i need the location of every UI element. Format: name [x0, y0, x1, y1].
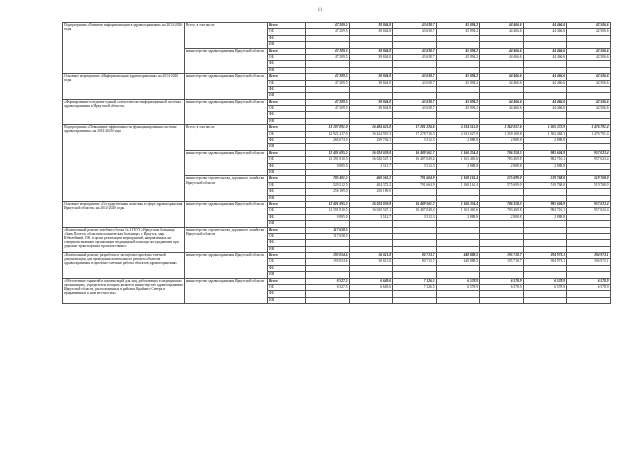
- amount-cell: 448 888.5: [436, 259, 480, 265]
- amount-cell: 16 489 561.7: [393, 201, 437, 207]
- amount-cell: 16 020 547.1: [349, 157, 393, 163]
- amount-cell: 117 658.5: [306, 233, 350, 239]
- amount-cell: 8 527.5: [306, 278, 350, 284]
- funding-source-cell: ОБ: [268, 285, 306, 291]
- amount-cell: 16 024 059.8: [349, 150, 393, 156]
- amount-cell: 3 512.7: [349, 163, 393, 169]
- amount-cell: 2 888.8: [480, 138, 524, 144]
- funding-source-cell: ОБ: [268, 157, 306, 163]
- funding-source-cell: ФБ: [268, 138, 306, 144]
- amount-cell: 519 768.0: [523, 182, 567, 188]
- amount-cell: 195 718.7: [480, 253, 524, 259]
- amount-cell: 42 506.6: [567, 23, 611, 29]
- funding-source-cell: Всего: [268, 201, 306, 207]
- amount-cell: 45 094.2: [436, 106, 480, 112]
- amount-cell: 44 466.6: [480, 29, 524, 35]
- amount-cell: 2 888.8: [480, 214, 524, 220]
- funding-source-cell: ФБ: [268, 35, 306, 41]
- amount-cell: 44 466.6: [523, 29, 567, 35]
- funding-source-cell: Всего: [268, 176, 306, 182]
- amount-cell: 266 074.0: [306, 138, 350, 144]
- amount-cell: 519 768.0: [567, 176, 611, 182]
- program-name-cell: «Капитальный ремонт, разработка и экспертиза проектно-сметной документации для проведения капитального ремонта объектов здравоохранения и проектно-сметные работы объектов здравоохранения»: [63, 253, 185, 279]
- amount-cell: [306, 297, 350, 303]
- amount-cell: 1 362 057.6: [480, 125, 524, 131]
- amount-cell: 259 702.5: [349, 138, 393, 144]
- amount-cell: 42 506.6: [567, 54, 611, 60]
- amount-cell: 460 561.2: [349, 176, 393, 182]
- amount-cell: 12 401 695.5: [306, 201, 350, 207]
- amount-cell: 256 189.0: [306, 189, 350, 195]
- amount-cell: 2 888.8: [436, 163, 480, 169]
- funding-source-cell: Всего: [268, 227, 306, 233]
- amount-cell: 47 209.5: [306, 80, 350, 86]
- amount-cell: 38 844.8: [349, 23, 393, 29]
- amount-cell: 193 054.6: [306, 253, 350, 259]
- amount-cell: 42 506.6: [567, 80, 611, 86]
- funding-source-cell: ИИ: [268, 272, 306, 278]
- amount-cell: 7 126.5: [393, 278, 437, 284]
- funding-source-cell: Всего: [268, 23, 306, 29]
- amount-cell: 7 126.5: [393, 285, 437, 291]
- amount-cell: 982 716.1: [523, 157, 567, 163]
- amount-cell: 45 094.2: [436, 99, 480, 105]
- amount-cell: 44 466.6: [480, 23, 524, 29]
- amount-cell: 6 578.9: [436, 285, 480, 291]
- amount-cell: 47 209.5: [306, 99, 350, 105]
- amount-cell: 1 166 354.4: [436, 150, 480, 156]
- program-name-cell: «Формирование и ведение единой статистическо-информационной системы здравоохранения в Иркутской области»: [63, 99, 185, 125]
- amount-cell: 47 209.5: [306, 23, 350, 29]
- program-name-cell: «Капитальный ремонт лечебного блока № 2 ГБУЗ «Иркутская больница «Знак Почета» областная клиническая больница» г. Иркутск, мкр Юбилейный, 100, в целях реализации мероприятий, направленных на совершенствование организации медицинской помощи пострадавшим при дорожно-транспортных происшествиях»: [63, 227, 185, 253]
- amount-cell: 44 466.6: [523, 74, 567, 80]
- executor-cell: министерство здравоохранения Иркутской области: [185, 278, 268, 304]
- amount-cell: 519 768.0: [523, 176, 567, 182]
- amount-cell: 3 512.7: [349, 214, 393, 220]
- amount-cell: [480, 297, 524, 303]
- funding-source-cell: ИИ: [268, 221, 306, 227]
- funding-source-cell: ОБ: [268, 182, 306, 188]
- executor-cell: министерство здравоохранения Иркутской области: [185, 48, 268, 74]
- amount-cell: 43 638.7: [393, 48, 437, 54]
- amount-cell: 38 844.8: [349, 74, 393, 80]
- amount-cell: 1 476 791.4: [567, 131, 611, 137]
- funding-source-cell: ФБ: [268, 189, 306, 195]
- amount-cell: 6 578.9: [567, 285, 611, 291]
- amount-cell: 45 094.2: [436, 54, 480, 60]
- executor-cell: министерство здравоохранения Иркутской области: [185, 74, 268, 100]
- amount-cell: 43 638.7: [393, 99, 437, 105]
- amount-cell: 80 713.7: [393, 253, 437, 259]
- amount-cell: 195 718.7: [480, 259, 524, 265]
- amount-cell: 45 094.2: [436, 74, 480, 80]
- amount-cell: 575 699.0: [480, 176, 524, 182]
- amount-cell: 47 209.5: [306, 74, 350, 80]
- amount-cell: 1 502 484.1: [523, 131, 567, 137]
- amount-cell: 2 334 515.8: [436, 125, 480, 131]
- amount-cell: 1 163 465.6: [436, 157, 480, 163]
- amount-cell: 42 506.6: [567, 74, 611, 80]
- amount-cell: 783 469.8: [480, 208, 524, 214]
- amount-cell: 44 466.6: [480, 48, 524, 54]
- amount-cell: 2 888.8: [436, 214, 480, 220]
- funding-source-cell: ОБ: [268, 106, 306, 112]
- amount-cell: 256 189.0: [349, 189, 393, 195]
- executor-cell: министерство здравоохранения Иркутской области: [185, 150, 268, 176]
- amount-cell: 12 401 695.5: [306, 150, 350, 156]
- amount-cell: 6 578.9: [523, 278, 567, 284]
- funding-source-cell: Всего: [268, 253, 306, 259]
- amount-cell: 3 512.3: [393, 163, 437, 169]
- amount-cell: 16 020 547.1: [349, 208, 393, 214]
- amount-cell: 2 888.8: [480, 163, 524, 169]
- amount-cell: 42 506.6: [567, 29, 611, 35]
- amount-cell: 56 611.8: [349, 259, 393, 265]
- funding-source-cell: ИИ: [268, 169, 306, 175]
- program-name-cell: Подпрограмма «Развитие информатизации в здравоохранении» на 2014-2020 годы: [63, 23, 185, 74]
- amount-cell: 394 973.1: [523, 253, 567, 259]
- amount-cell: 2 331 627.0: [436, 131, 480, 137]
- funding-source-cell: ИИ: [268, 42, 306, 48]
- amount-cell: 786 358.5: [480, 150, 524, 156]
- amount-cell: 791 664.9: [393, 182, 437, 188]
- amount-cell: 44 466.6: [523, 106, 567, 112]
- amount-cell: 44 466.6: [480, 74, 524, 80]
- amount-cell: 45 094.2: [436, 23, 480, 29]
- amount-cell: 117 658.5: [306, 227, 350, 233]
- amount-cell: 957 023.4: [567, 201, 611, 207]
- funding-source-cell: ОБ: [268, 208, 306, 214]
- executor-cell: министерство здравоохранения Иркутской области: [185, 99, 268, 125]
- funding-source-cell: ИИ: [268, 195, 306, 201]
- amount-cell: 38 844.8: [349, 80, 393, 86]
- program-name-cell: Основное мероприятие «Информатизация здравоохранения» на 2014-2020 годы: [63, 74, 185, 100]
- amount-cell: 45 094.2: [436, 48, 480, 54]
- amount-cell: 2 888.8: [523, 163, 567, 169]
- amount-cell: 448 888.5: [436, 253, 480, 259]
- amount-cell: 575 699.0: [480, 182, 524, 188]
- funding-source-cell: Всего: [268, 48, 306, 54]
- amount-cell: 9 885.0: [306, 214, 350, 220]
- funding-source-cell: ФБ: [268, 265, 306, 271]
- amount-cell: 404 372.2: [349, 182, 393, 188]
- amount-cell: [349, 297, 393, 303]
- executor-cell: министерство здравоохранения Иркутской области: [185, 253, 268, 279]
- funding-source-cell: ФБ: [268, 112, 306, 118]
- amount-cell: 6 578.9: [436, 278, 480, 284]
- amount-cell: 45 094.2: [436, 80, 480, 86]
- amount-cell: 193 054.6: [306, 259, 350, 265]
- amount-cell: 3 512.3: [393, 214, 437, 220]
- amount-cell: 16 484 621.8: [349, 125, 393, 131]
- amount-cell: 44 466.6: [523, 54, 567, 60]
- amount-cell: 9 885.0: [306, 163, 350, 169]
- amount-cell: 56 611.8: [349, 253, 393, 259]
- amount-cell: 1 166 354.4: [436, 201, 480, 207]
- amount-cell: 44 466.6: [480, 80, 524, 86]
- amount-cell: 985 604.9: [523, 201, 567, 207]
- amount-cell: 12 391 810.5: [306, 157, 350, 163]
- amount-cell: 16 489 561.7: [393, 150, 437, 156]
- amount-cell: 394 973.1: [523, 259, 567, 265]
- amount-cell: 394 973.1: [567, 259, 611, 265]
- funding-source-cell: ИИ: [268, 144, 306, 150]
- funding-source-cell: ФБ: [268, 240, 306, 246]
- amount-cell: 13 187 091.0: [306, 125, 350, 131]
- amount-cell: 1 359 168.8: [480, 131, 524, 137]
- funding-source-cell: ОБ: [268, 259, 306, 265]
- page-number: 11: [317, 8, 323, 13]
- amount-cell: 42 506.6: [567, 106, 611, 112]
- amount-cell: 785 401.5: [306, 176, 350, 182]
- amount-cell: 43 638.7: [393, 23, 437, 29]
- amount-cell: 17 281 226.6: [393, 125, 437, 131]
- amount-cell: 43 638.7: [393, 54, 437, 60]
- amount-cell: 47 209.5: [306, 54, 350, 60]
- amount-cell: 38 844.8: [349, 29, 393, 35]
- amount-cell: 47 209.5: [306, 29, 350, 35]
- amount-cell: [567, 297, 611, 303]
- amount-cell: 45 094.2: [436, 29, 480, 35]
- program-name-cell: Основное мероприятие «Государственная политика в сфере здравоохранения Иркутской области» на 2014-2020 годы: [63, 201, 185, 227]
- amount-cell: 6 649.6: [349, 278, 393, 284]
- amount-cell: 519 768.0: [567, 182, 611, 188]
- amount-cell: 8 527.5: [306, 285, 350, 291]
- executor-cell: Всего, в том числе: [185, 23, 268, 49]
- amount-cell: 42 506.6: [567, 99, 611, 105]
- amount-cell: 6 578.9: [480, 285, 524, 291]
- amount-cell: 6 578.9: [567, 278, 611, 284]
- amount-cell: 1 163 465.6: [436, 208, 480, 214]
- amount-cell: 43 638.7: [393, 74, 437, 80]
- budget-table: [62, 22, 611, 304]
- funding-source-cell: ОБ: [268, 131, 306, 137]
- amount-cell: 1 168 161.4: [436, 182, 480, 188]
- funding-source-cell: ФБ: [268, 291, 306, 297]
- amount-cell: 43 638.7: [393, 80, 437, 86]
- amount-cell: 2 888.8: [523, 138, 567, 144]
- amount-cell: 3 512.3: [393, 138, 437, 144]
- executor-cell: министерство строительства, дорожного хозяйства Иркутской области: [185, 176, 268, 202]
- funding-source-cell: ИИ: [268, 297, 306, 303]
- executor-cell: министерство здравоохранения Иркутской области: [185, 201, 268, 227]
- amount-cell: 44 466.6: [480, 54, 524, 60]
- amount-cell: 43 638.7: [393, 29, 437, 35]
- amount-cell: 44 466.6: [480, 106, 524, 112]
- amount-cell: 42 506.6: [567, 48, 611, 54]
- amount-cell: 47 209.5: [306, 48, 350, 54]
- amount-cell: 16 487 049.4: [393, 157, 437, 163]
- amount-cell: 394 973.1: [567, 253, 611, 259]
- amount-cell: 38 844.8: [349, 99, 393, 105]
- amount-cell: 957 023.4: [567, 157, 611, 163]
- amount-cell: 12 921 417.0: [306, 131, 350, 137]
- amount-cell: 80 713.7: [393, 259, 437, 265]
- amount-cell: 2 888.8: [523, 214, 567, 220]
- amount-cell: 16 424 919.3: [349, 131, 393, 137]
- amount-cell: 44 466.6: [523, 48, 567, 54]
- amount-cell: 12 391 810.5: [306, 208, 350, 214]
- funding-source-cell: ОБ: [268, 233, 306, 239]
- amount-cell: 16 487 049.4: [393, 208, 437, 214]
- amount-cell: [436, 297, 480, 303]
- amount-cell: 38 844.8: [349, 106, 393, 112]
- funding-source-cell: ФБ: [268, 86, 306, 92]
- amount-cell: 43 638.7: [393, 106, 437, 112]
- funding-source-cell: ФБ: [268, 214, 306, 220]
- funding-source-cell: Всего: [268, 74, 306, 80]
- amount-cell: 791 664.9: [393, 176, 437, 182]
- amount-cell: 786 358.5: [480, 201, 524, 207]
- amount-cell: 6 578.9: [480, 278, 524, 284]
- amount-cell: 529 212.5: [306, 182, 350, 188]
- amount-cell: 1 505 372.9: [523, 125, 567, 131]
- funding-source-cell: Всего: [268, 278, 306, 284]
- amount-cell: 982 716.1: [523, 208, 567, 214]
- amount-cell: 957 023.4: [567, 150, 611, 156]
- amount-cell: 44 466.6: [523, 80, 567, 86]
- amount-cell: 44 466.6: [523, 23, 567, 29]
- amount-cell: 44 466.6: [523, 99, 567, 105]
- funding-source-cell: ОБ: [268, 29, 306, 35]
- amount-cell: 38 844.8: [349, 48, 393, 54]
- funding-source-cell: ИИ: [268, 67, 306, 73]
- funding-source-cell: ОБ: [268, 54, 306, 60]
- funding-source-cell: ИИ: [268, 93, 306, 99]
- funding-source-cell: Всего: [268, 99, 306, 105]
- amount-cell: 957 023.4: [567, 208, 611, 214]
- amount-cell: 1 168 161.4: [436, 176, 480, 182]
- funding-source-cell: ИИ: [268, 246, 306, 252]
- amount-cell: 985 604.9: [523, 150, 567, 156]
- amount-cell: 17 278 716.3: [393, 131, 437, 137]
- funding-source-cell: Всего: [268, 125, 306, 131]
- amount-cell: 783 469.8: [480, 157, 524, 163]
- amount-cell: 1 476 791.4: [567, 125, 611, 131]
- amount-cell: 38 844.8: [349, 54, 393, 60]
- amount-cell: 2 888.8: [436, 138, 480, 144]
- amount-cell: 44 466.6: [480, 99, 524, 105]
- funding-source-cell: ФБ: [268, 61, 306, 67]
- amount-cell: 6 578.9: [523, 285, 567, 291]
- program-name-cell: «Обеспечение гарантий и компенсаций для лиц, работающих в медицинских организациях, учредителем которых является министерство здравоохранения Иркутской области, расположенных в районах Крайнего Севера и приравненных к ним местностях»: [63, 278, 185, 304]
- program-name-cell: Подпрограмма «Повышение эффективности функционирования системы здравоохранения» на 2014-2020 годы: [63, 125, 185, 202]
- executor-cell: Всего, в том числе: [185, 125, 268, 151]
- amount-cell: [393, 297, 437, 303]
- amount-cell: 6 649.6: [349, 285, 393, 291]
- amount-cell: 16 024 059.8: [349, 201, 393, 207]
- funding-source-cell: ФБ: [268, 163, 306, 169]
- amount-cell: 47 209.5: [306, 106, 350, 112]
- funding-source-cell: ИИ: [268, 118, 306, 124]
- amount-cell: [523, 297, 567, 303]
- funding-source-cell: ОБ: [268, 80, 306, 86]
- executor-cell: министерство строительства, дорожного хозяйства Иркутской области: [185, 227, 268, 253]
- funding-source-cell: Всего: [268, 150, 306, 156]
